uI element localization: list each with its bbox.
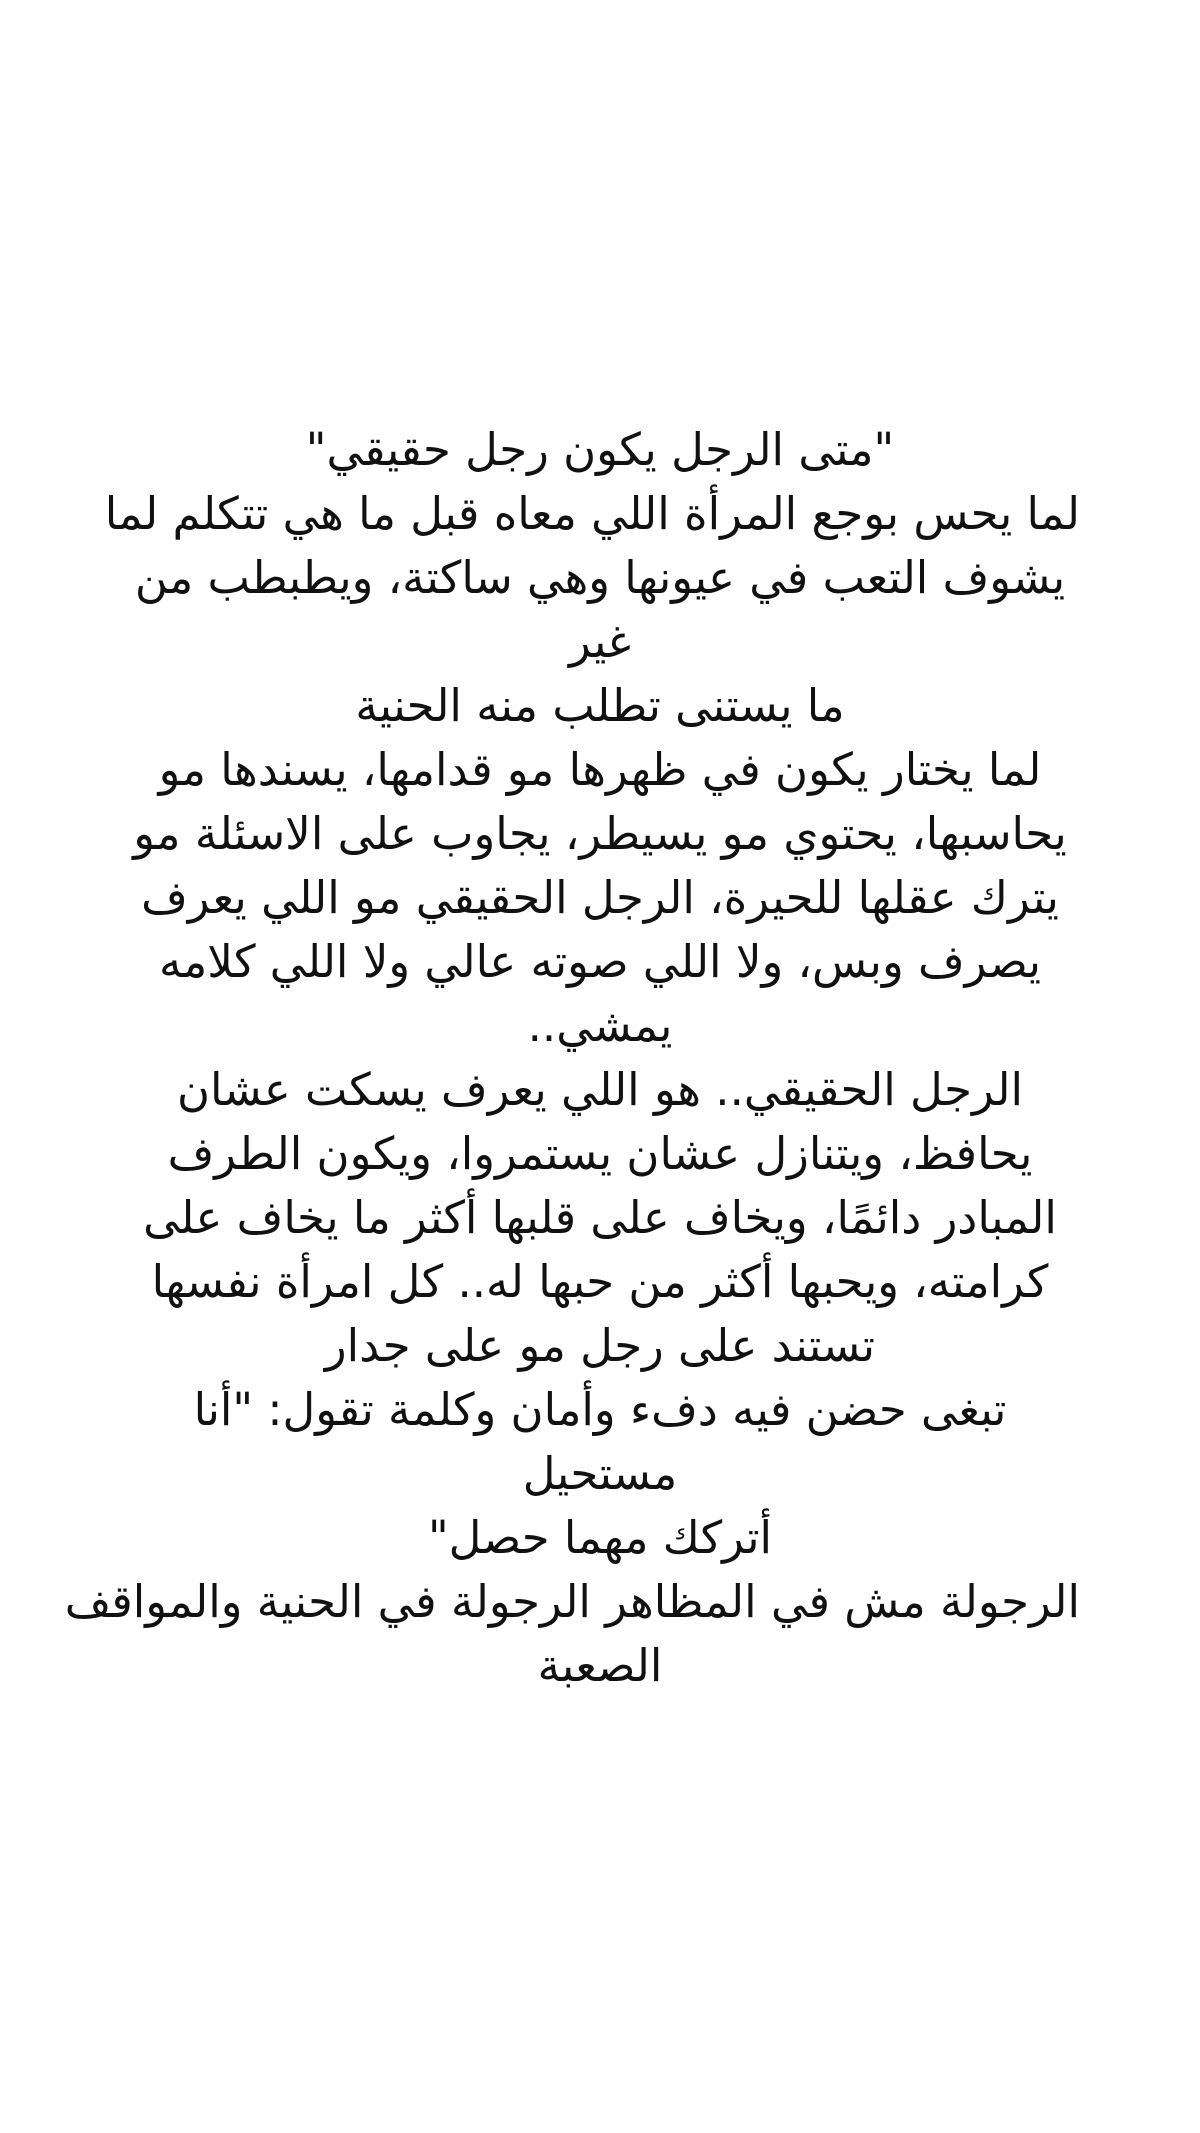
story-line: الرجل الحقيقي.. هو اللي يعرف يسكت عشان — [176, 1063, 1023, 1116]
story-line: يترك عقلها للحيرة، الرجل الحقيقي مو اللي يعرف — [141, 871, 1059, 924]
story-text — [64, 418, 1080, 1698]
story-line: الصعبة — [537, 1639, 663, 1692]
story-line: لما يختار يكون في ظهرها مو قدامها، يسندها مو — [158, 743, 1042, 796]
story-line: يحافظ، ويتنازل عشان يستمروا، ويكون الطرف — [167, 1127, 1033, 1180]
story-line: المبادر دائمًا، ويخاف على قلبها أكثر ما يخاف على — [143, 1191, 1057, 1244]
story-line: الرجولة مش في المظاهر الرجولة في الحنية والمواقف — [64, 1575, 1080, 1628]
story-line: يشوف التعب في عيونها وهي ساكتة، ويطبطب من — [134, 551, 1066, 604]
story-line: كرامته، ويحبها أكثر من حبها له.. كل امرأة نفسها — [151, 1255, 1049, 1308]
story-line: تبغى حضن فيه دفء وأمان وكلمة تقول: "أنا — [193, 1383, 1007, 1436]
story-title-line: "متى الرجل يكون رجل حقيقي" — [305, 423, 895, 476]
story-line: يمشي.. — [527, 999, 673, 1052]
story-line: يصرف وبس، ولا اللي صوته عالي ولا اللي كلامه — [158, 935, 1042, 988]
story-line: ما يستنى تطلب منه الحنية — [355, 679, 845, 732]
story-line: يحاسبها، يحتوي مو يسيطر، يجاوب على الاسئلة مو — [133, 807, 1067, 860]
story-line: أتركك مهما حصل" — [427, 1511, 772, 1564]
story-line: غير — [569, 615, 631, 668]
story-line: لما يحس بوجع المرأة اللي معاه قبل ما هي تتكلم لما — [104, 487, 1080, 540]
story-line: مستحيل — [522, 1447, 678, 1500]
story-line: تستند على رجل مو على جدار — [324, 1319, 876, 1372]
